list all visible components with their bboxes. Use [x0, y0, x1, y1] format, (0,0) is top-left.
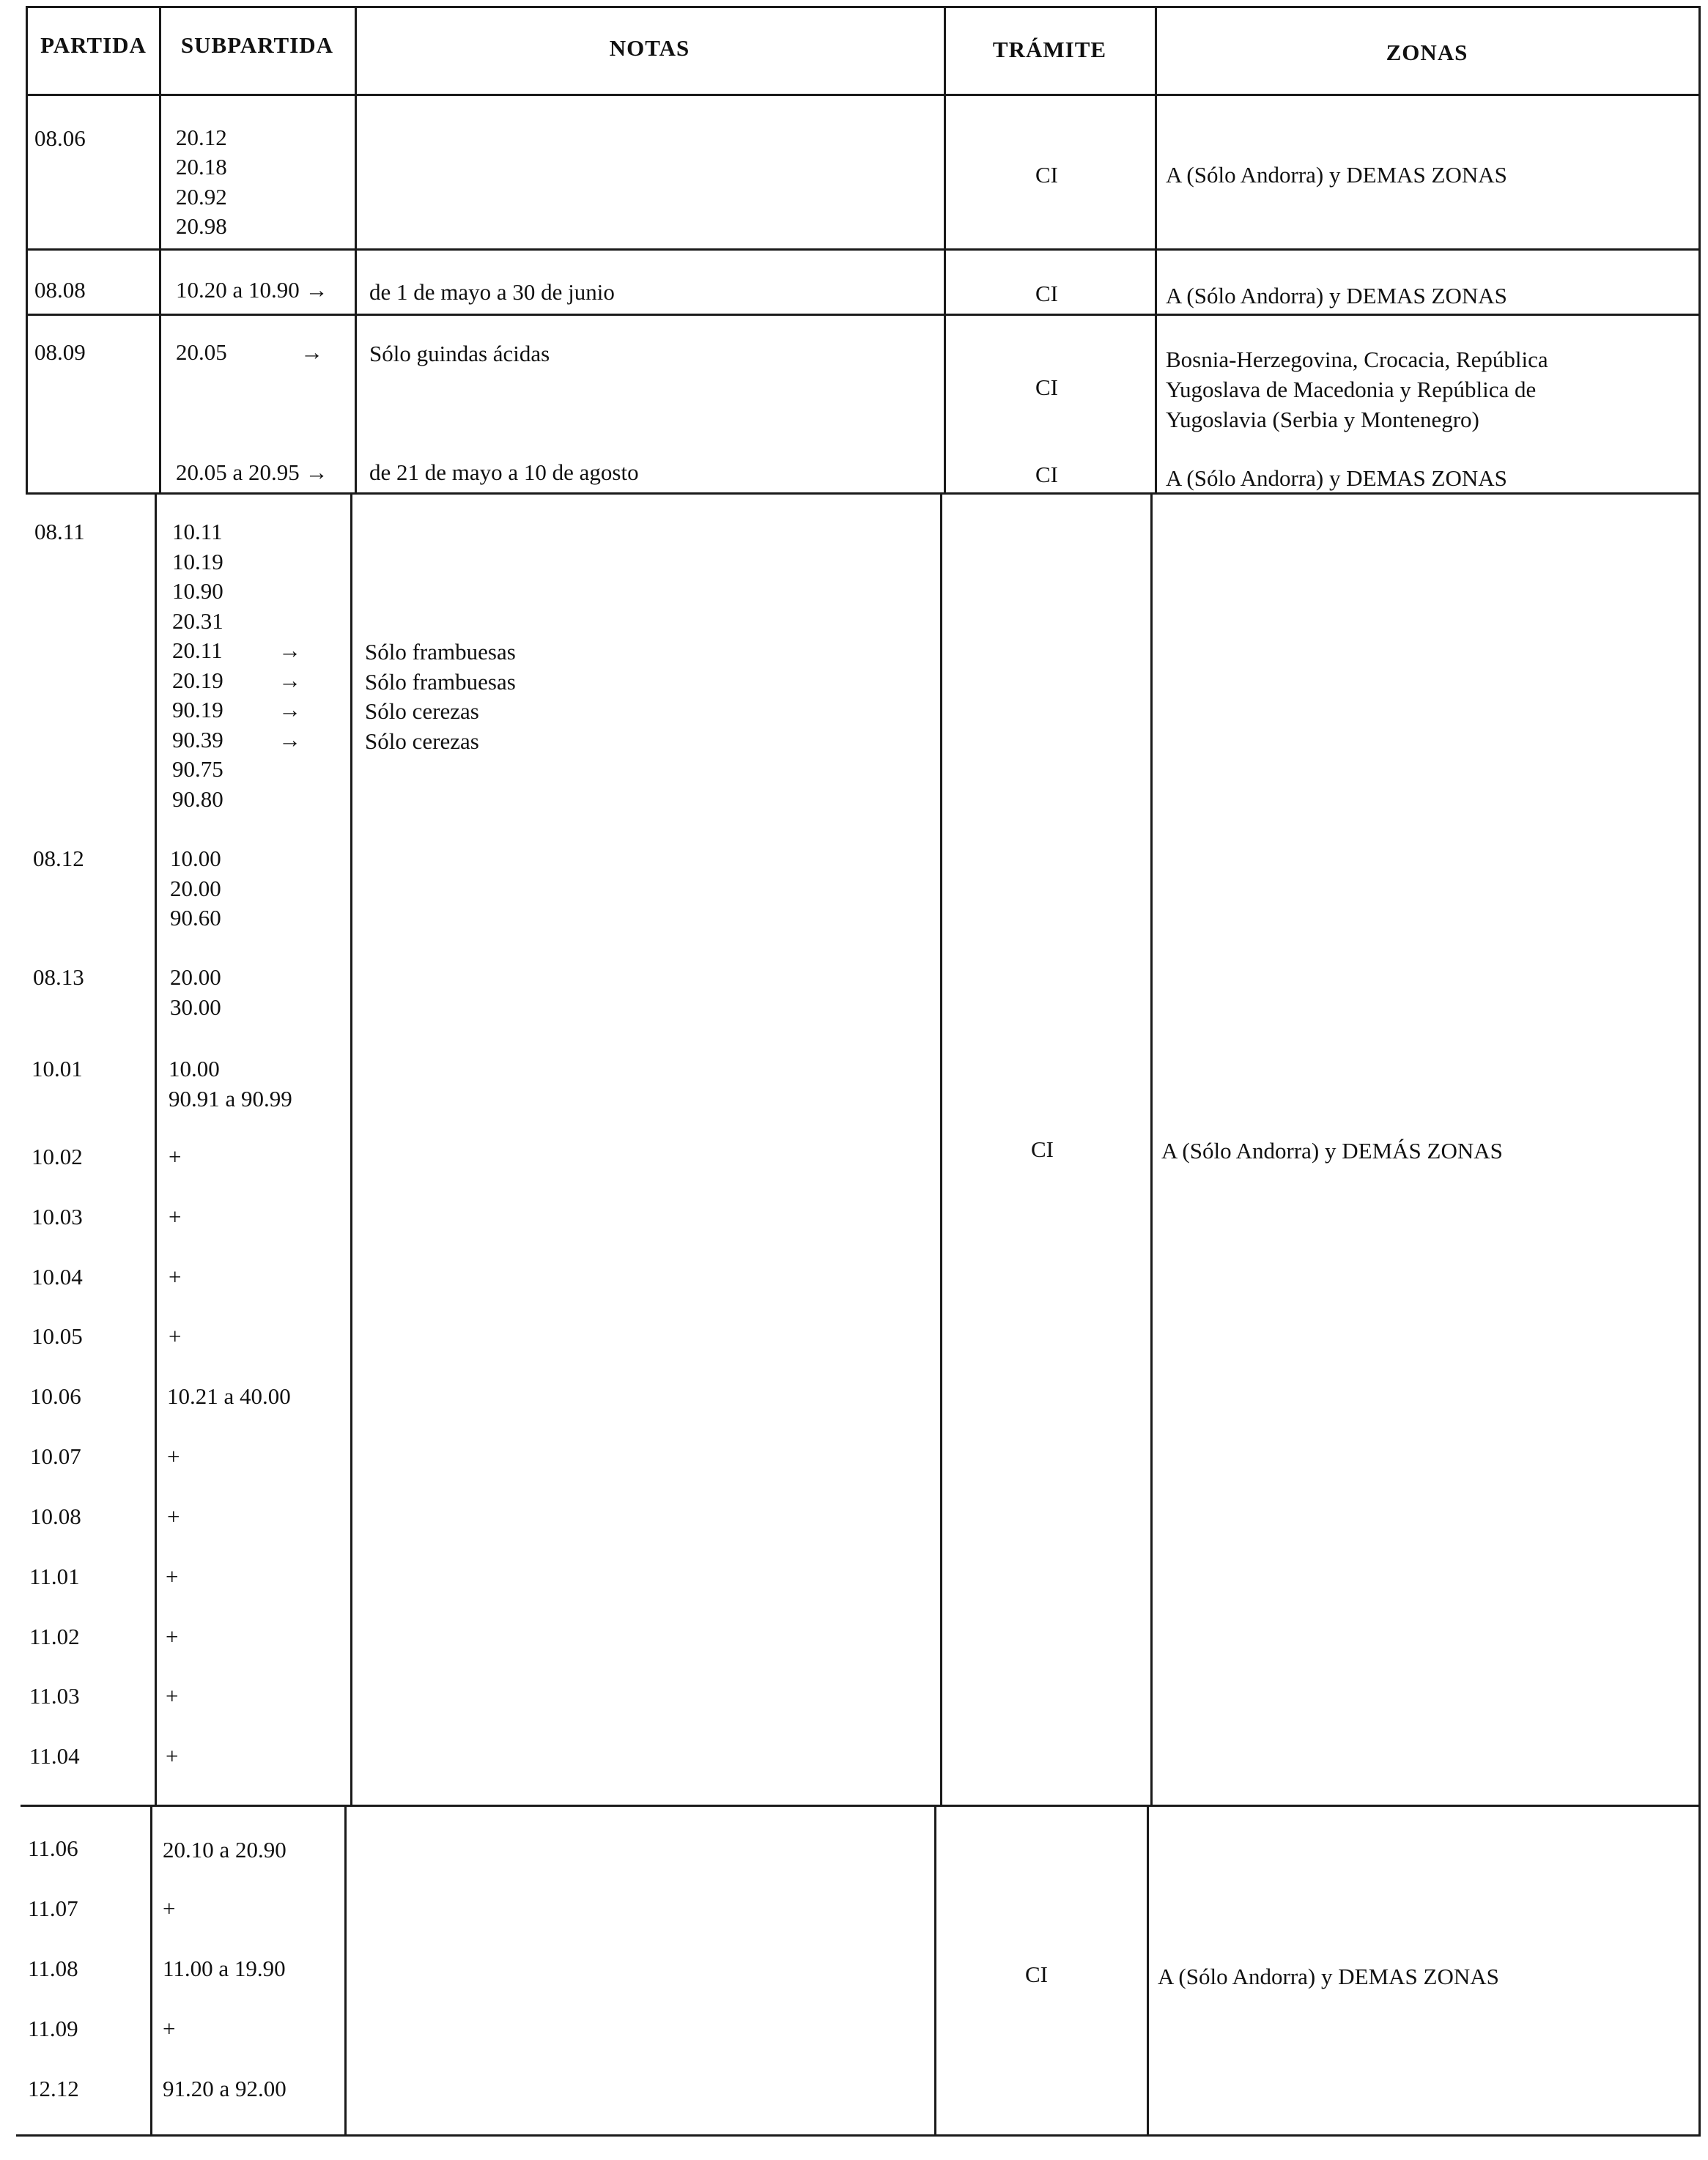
header-notas: NOTAS [609, 35, 690, 61]
rule-col1-last [150, 1805, 152, 2137]
tramite-value: CI [1031, 1136, 1054, 1162]
partida-code: 11.07 [28, 1895, 78, 1921]
subpartida-code: + [169, 1204, 182, 1229]
header-zonas: ZONAS [1386, 40, 1468, 65]
partida-code: 08.11 [34, 519, 85, 544]
rule-after-0806 [26, 248, 1701, 251]
partida-code: 12.12 [28, 2076, 79, 2101]
subpartida-code: 90.75 [172, 756, 223, 782]
tramite-value: CI [1035, 162, 1058, 188]
subpartida-code: 20.00 [170, 964, 221, 990]
subpartida-code: 20.05 a 20.95 → [176, 459, 328, 485]
partida-code: 11.08 [28, 1956, 78, 1981]
subpartida-code: 20.92 [176, 184, 227, 210]
header-tramite: TRÁMITE [992, 37, 1107, 62]
rule-header-bottom [26, 94, 1701, 96]
rule-after-block [21, 1805, 1701, 1807]
rule-col1 [159, 6, 161, 492]
rule-left [26, 6, 28, 492]
subpartida-code: 20.18 [176, 154, 227, 180]
rule-col3-lower [940, 492, 942, 1805]
subpartida-code: 20.00 [170, 876, 221, 901]
arrow-icon: → [278, 667, 301, 693]
subpartida-code: + [167, 1443, 180, 1469]
tramite-value: CI [1035, 462, 1058, 487]
partida-code: 11.02 [29, 1624, 80, 1649]
zonas-value: A (Sólo Andorra) y DEMAS ZONAS [1166, 283, 1507, 308]
subpartida-code: + [163, 1895, 176, 1921]
tramite-value: CI [1035, 374, 1058, 400]
nota-text: Sólo cerezas [365, 728, 479, 754]
subpartida-code: + [166, 1624, 179, 1649]
subpartida-code: 90.19 [172, 697, 223, 722]
partida-code: 11.03 [29, 1683, 80, 1709]
header-subpartida: SUBPARTIDA [180, 32, 334, 58]
subpartida-code: 10.90 [172, 578, 223, 604]
arrow-icon: → [278, 637, 301, 663]
zonas-value: A (Sólo Andorra) y DEMAS ZONAS [1158, 1964, 1499, 1989]
rule-after-0808 [26, 314, 1701, 316]
subpartida-code: 10.20 a 10.90 → [176, 277, 328, 303]
rule-col4-lower [1150, 492, 1153, 1805]
subpartida-code: 10.11 [172, 519, 223, 544]
tramite-value: CI [1025, 1961, 1048, 1987]
arrow-icon: → [278, 727, 301, 752]
zonas-line: Yugoslava de Macedonia y República de [1166, 377, 1537, 402]
rule-col3 [944, 6, 946, 492]
partida-code: 10.07 [30, 1443, 81, 1469]
subpartida-code: 10.21 a 40.00 [167, 1383, 291, 1409]
rule-col4 [1155, 6, 1157, 492]
partida-code: 10.01 [32, 1056, 83, 1081]
partida-code: 10.06 [30, 1383, 81, 1409]
rule-col3-last [934, 1805, 936, 2137]
subpartida-code: 91.20 a 92.00 [163, 2076, 286, 2101]
nota-text: Sólo frambuesas [365, 639, 516, 665]
subpartida-code: + [167, 1504, 180, 1529]
subpartida-code: + [166, 1743, 179, 1769]
partida-code: 11.01 [29, 1564, 80, 1589]
partida-code: 08.08 [34, 277, 86, 303]
rule-col2-last [344, 1805, 347, 2137]
rule-top [26, 6, 1701, 8]
subpartida-code: + [163, 2016, 176, 2041]
nota-text: Sólo cerezas [365, 698, 479, 724]
subpartida-code: 10.00 [170, 846, 221, 871]
subpartida-code: 20.19 [172, 667, 223, 693]
tramite-value: CI [1035, 281, 1058, 306]
rule-col1-lower [155, 492, 157, 1805]
partida-code: 10.05 [32, 1323, 83, 1349]
subpartida-code: 11.00 a 19.90 [163, 1956, 286, 1981]
arrow-icon: → [278, 697, 301, 722]
partida-code: 08.09 [34, 339, 86, 365]
nota-text: de 1 de mayo a 30 de junio [369, 279, 615, 305]
subpartida-code: 10.19 [172, 549, 223, 574]
partida-code: 10.04 [32, 1264, 83, 1290]
partida-code: 08.13 [33, 964, 84, 990]
subpartida-code: 90.91 a 90.99 [169, 1086, 292, 1112]
partida-code: 11.04 [29, 1743, 80, 1769]
arrow-icon: → [300, 339, 323, 365]
zonas-value: A (Sólo Andorra) y DEMAS ZONAS [1166, 465, 1507, 491]
subpartida-code: 90.39 [172, 727, 223, 752]
header-partida: PARTIDA [40, 32, 147, 58]
subpartida-code: + [169, 1144, 182, 1169]
subpartida-code: 30.00 [170, 994, 221, 1020]
nota-text: de 21 de mayo a 10 de agosto [369, 459, 639, 485]
subpartida-code: 20.12 [176, 125, 227, 150]
rule-col2 [355, 6, 357, 492]
zonas-line: Yugoslavia (Serbia y Montenegro) [1166, 407, 1479, 432]
nota-text: Sólo frambuesas [365, 669, 516, 695]
nota-text: Sólo guindas ácidas [369, 341, 550, 366]
rule-bottom [16, 2134, 1701, 2137]
subpartida-code: 90.80 [172, 786, 223, 812]
subpartida-code: 20.10 a 20.90 [163, 1837, 286, 1863]
subpartida-code: 20.31 [172, 608, 223, 634]
rule-right [1698, 6, 1701, 2137]
zonas-value: A (Sólo Andorra) y DEMÁS ZONAS [1161, 1138, 1503, 1164]
subpartida-code: 10.00 [169, 1056, 220, 1081]
partida-code: 10.02 [32, 1144, 83, 1169]
subpartida-code: 20.11 [172, 637, 223, 663]
partida-code: 11.09 [28, 2016, 78, 2041]
subpartida-code: + [169, 1323, 182, 1349]
zonas-line: Bosnia-Herzegovina, Crocacia, República [1166, 347, 1548, 372]
subpartida-code: 90.60 [170, 905, 221, 931]
partida-code: 08.06 [34, 125, 86, 151]
rule-col4-last [1147, 1805, 1149, 2137]
rule-col2-lower [350, 492, 352, 1805]
subpartida-code: 20.05 [176, 339, 227, 365]
partida-code: 11.06 [28, 1835, 78, 1861]
subpartida-code: + [166, 1683, 179, 1709]
partida-code: 08.12 [33, 846, 84, 871]
partida-code: 10.03 [32, 1204, 83, 1229]
subpartida-code: + [169, 1264, 182, 1290]
zonas-value: A (Sólo Andorra) y DEMAS ZONAS [1166, 162, 1507, 188]
subpartida-code: + [166, 1564, 179, 1589]
partida-code: 10.08 [30, 1504, 81, 1529]
subpartida-code: 20.98 [176, 213, 227, 239]
